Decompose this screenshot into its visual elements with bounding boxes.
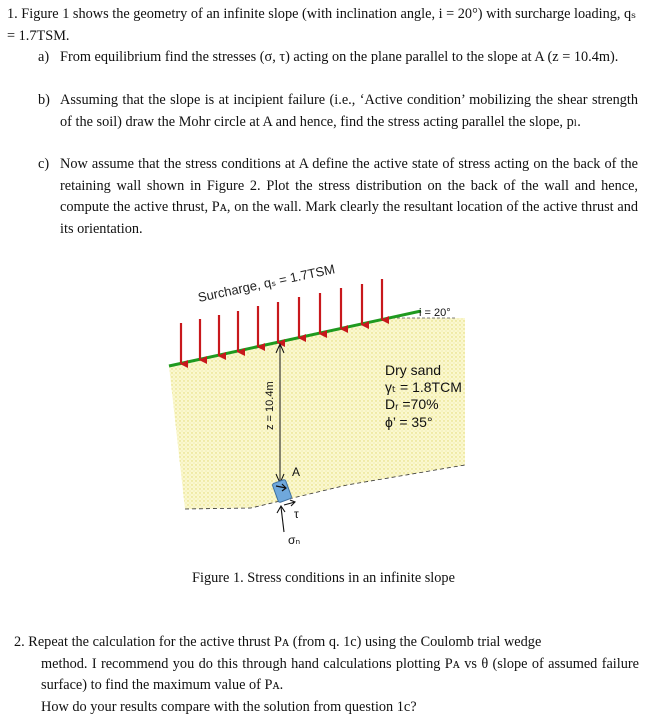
question-2-last-line: How do your results compare with the solution from question 1c?	[41, 698, 417, 715]
figure-1-infinite-slope	[155, 252, 485, 552]
figure-caption: Figure 1. Stress conditions in an infinite slope	[192, 570, 455, 586]
question-2-line-1: 2. Repeat the calculation for the active thrust Pᴀ (from q. 1c) using the Coulomb trial wedge	[14, 634, 542, 650]
question-1b	[38, 90, 638, 133]
question-1b-label: b)	[38, 92, 50, 108]
question-1c-label: c)	[38, 156, 50, 172]
question-2-text: method. I recommend you do this through hand calculations plotting Pᴀ vs θ (slope of assumed failure surface) to find the maximum value of Pᴀ.	[41, 655, 639, 694]
question-1c-text: Now assume that the stress conditions at A define the active state of stress acting on the back of the retaining wall shown in Figure 2. Plot the stress distribution on the back of the wall and hence, compute the active thrust, Pᴀ, on the wall. Mark clearly the resultant location of the active thrust and its orientation.	[60, 156, 638, 237]
surcharge-label: Surcharge, qₛ = 1.7TSM	[196, 261, 337, 305]
relative-density: Dᵣ =70%	[385, 396, 439, 412]
point-a-label: A	[292, 465, 301, 479]
friction-angle: ϕ’ = 35°	[385, 414, 433, 430]
question-1-text: 1. Figure 1 shows the geometry of an infinite slope (with inclination angle, i = 20°) with surcharge loading, qₛ = 1.7TSM.	[7, 6, 637, 44]
question-1a	[38, 47, 638, 69]
question-1c	[38, 154, 638, 240]
question-1b-text: Assuming that the slope is at incipient failure (i.e., ‘Active condition’ mobilizing the shear strength of the soil) draw the Mohr circle at A and hence, find the stress acting parallel the slope, pₗ.	[60, 92, 638, 130]
tau-label: τ	[294, 507, 299, 521]
unit-weight: γₜ = 1.8TCM	[385, 379, 462, 395]
depth-label: z = 10.4m	[264, 381, 276, 430]
question-1-intro	[7, 4, 637, 47]
tau-arrow	[284, 500, 295, 506]
question-1a-text: From equilibrium find the stresses (σ, τ) acting on the plane parallel to the slope at A (z = 10.4m).	[60, 49, 619, 65]
question-1a-label: a)	[38, 49, 50, 65]
slope-angle-label: i = 20°	[419, 307, 451, 319]
sigma-arrow	[277, 506, 285, 532]
question-2	[14, 632, 639, 718]
sigma-n-label: σₙ	[288, 533, 301, 547]
soil-name: Dry sand	[385, 362, 442, 378]
